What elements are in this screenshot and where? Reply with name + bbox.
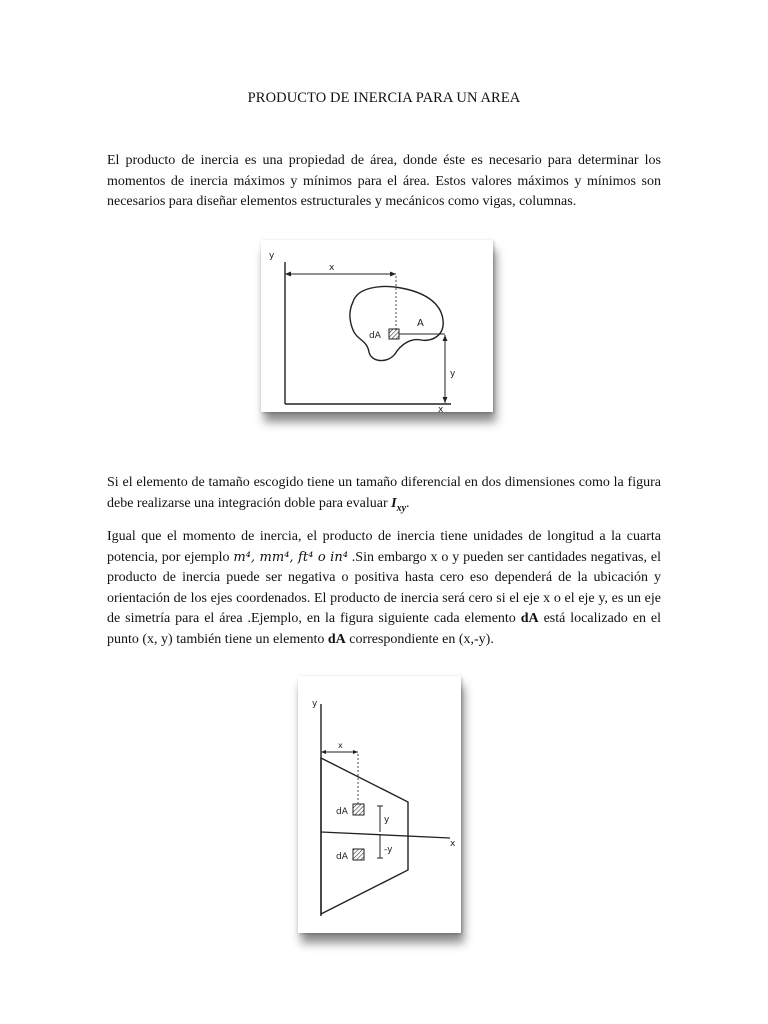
figure2-y-axis-label: y [312,699,318,709]
paragraph-integration: Si el elemento de tamaño escogido tiene un tamaño diferencial en dos dimensiones como la figura debe realizarse una integración doble para evaluar $I_{xy}$. [107,475,661,514]
figure2-drawing [298,676,461,933]
paragraph-intro: El producto de inercia es una propiedad de área, donde éste es necesario para determinar los momentos de inercia máximos y mínimos para el área. Estos valores máximos y mínimos son necesarios para diseñar elementos estructurales y mecánicos como vigas, columnas. [107,153,661,209]
figure2-dA-label-top: dA [336,807,348,817]
figure2-x-dim-label: x [338,741,343,750]
figure1-y-dim-label: y [450,369,456,379]
figure1-drawing [261,240,493,412]
units-math: m⁴, mm⁴, ft⁴ o in⁴ [233,549,348,565]
figure1-x-axis-label: x [438,405,444,412]
figure1-dA-element [389,329,399,339]
figure2-dA-element-top [353,804,364,815]
figure2-dA-label-bottom: dA [336,852,348,862]
figure2-y-label: y [384,815,390,825]
figure1-x-dim-label: x [329,263,335,273]
figure2-neg-y-label: -y [384,845,393,855]
figure-product-of-inertia-area [261,240,493,412]
figure1-dA-label: dA [369,331,381,341]
figure2-x-axis [321,832,450,838]
paragraph-units-symmetry: Igual que el momento de inercia, el producto de inercia tiene unidades de longitud a la cuarta potencia, por ejemplo m⁴, mm⁴, ft⁴ o in⁴ .Sin embargo x o y pueden ser cantidades negativas, el producto de inercia puede ser negativa o positiva hasta cero eso dependerá de la ubicación y orientación de los ejes coordenados. El producto de inercia será cero si el eje x o el eje y, es un eje de simetría para el área .Ejemplo, en la figura siguiente cada elemento dA está localizado en el punto (x, y) también tiene un elemento dA correspondiente en (x,-y). [107,529,661,647]
figure2-dA-element-bottom [353,849,364,860]
document-title: PRODUCTO DE INERCIA PARA UN AREA [247,90,521,106]
paragraph2-text: Si el elemento de tamaño escogido tiene un tamaño diferencial en dos dimensiones como la figura debe realizarse una integración doble para evaluar [107,475,661,511]
figure1-area-A [350,287,443,361]
figure1-y-axis-label: y [269,251,275,261]
figure1-A-label: A [417,318,424,329]
symbol-Ixy: $I_{xy}$ [391,495,407,514]
dA-bold-1: dA [520,611,539,626]
figure-symmetric-area [298,676,461,933]
dA-bold-2: dA [327,631,346,647]
figure2-x-axis-label: x [450,839,456,849]
